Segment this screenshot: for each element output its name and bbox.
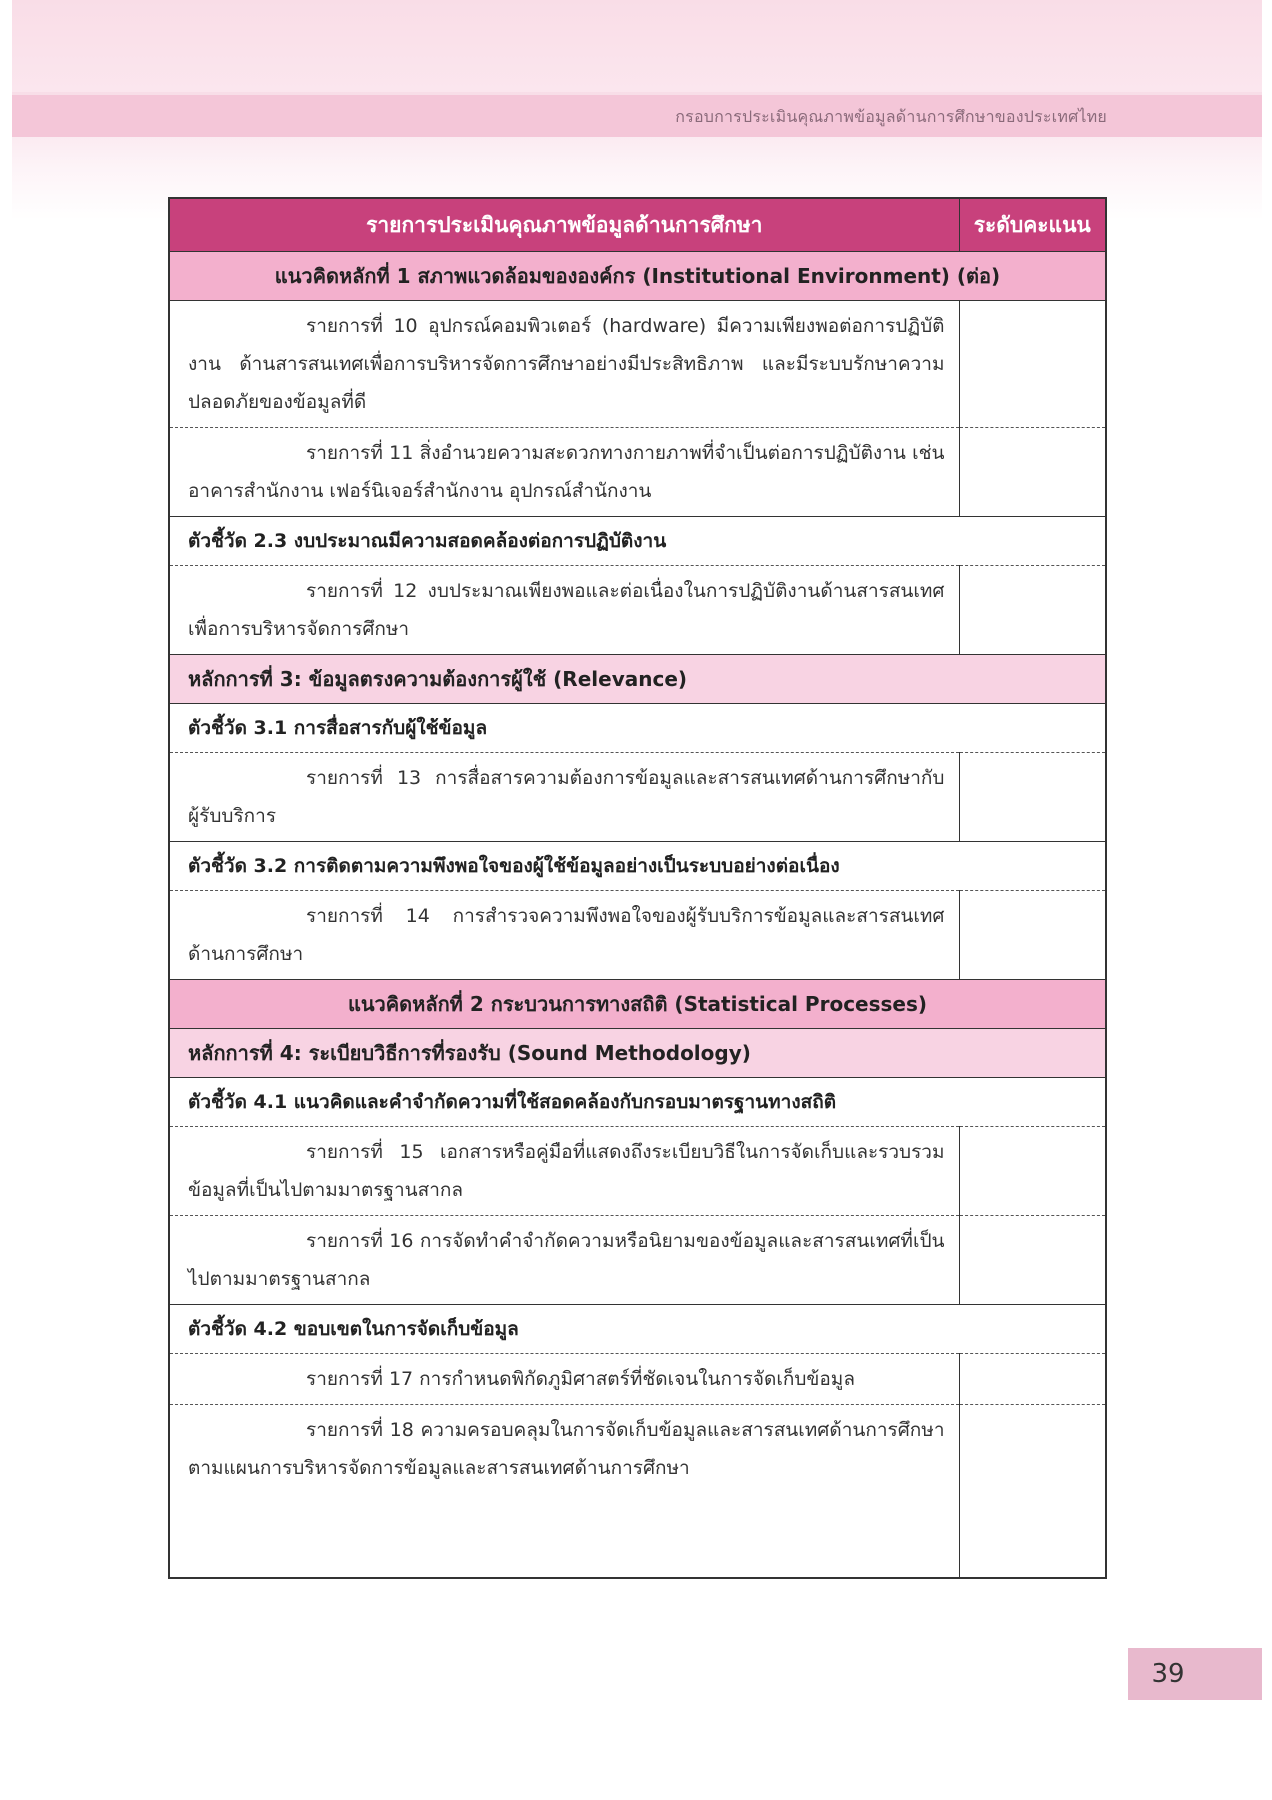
table-row [169, 1127, 1106, 1216]
item-17-score-cell[interactable] [959, 1354, 1106, 1405]
item-13-score-cell[interactable] [959, 753, 1106, 842]
item-15 [169, 1127, 959, 1216]
item-18-text: รายการที่ 18 ความครอบคลุมในการจัดเก็บข้อมูลและสารสนเทศด้านการศึกษา ตามแผนการบริหารจัดการข้อมูลและสารสนเทศด้านการศึกษา [188, 1419, 945, 1479]
item-11 [169, 428, 959, 517]
item-13-text: รายการที่ 13 การสื่อสารความต้องการข้อมูลและสารสนเทศด้านการศึกษากับผู้รับบริการ [188, 767, 945, 827]
header-top-tint [12, 0, 1262, 92]
item-10-score-cell[interactable] [959, 301, 1106, 428]
item-13 [169, 753, 959, 842]
principle-3: หลักการที่ 3: ข้อมูลตรงความต้องการผู้ใช้ (Relevance) [169, 655, 1106, 704]
item-17-text: รายการที่ 17 การกำหนดพิกัดภูมิศาสตร์ที่ชัดเจนในการจัดเก็บข้อมูล [306, 1368, 855, 1390]
indicator-row [169, 517, 1106, 566]
item-11-score-cell[interactable] [959, 428, 1106, 517]
column-header-score: ระดับคะแนน [959, 198, 1106, 252]
item-10-text: รายการที่ 10 อุปกรณ์คอมพิวเตอร์ (hardware) มีความเพียงพอต่อการปฏิบัติงาน ด้านสารสนเทศเพื่อการบริหารจัดการศึกษาอย่างมีประสิทธิภาพ และมีระบบรักษาความปลอดภัยของข้อมูลที่ดี [188, 315, 945, 413]
indicator-3-1: ตัวชี้วัด 3.1 การสื่อสารกับผู้ใช้ข้อมูล [169, 704, 1106, 753]
item-15-score-cell[interactable] [959, 1127, 1106, 1216]
principle-4: หลักการที่ 4: ระเบียบวิธีการที่รองรับ (Sound Methodology) [169, 1029, 1106, 1078]
assessment-table [168, 197, 1107, 1579]
item-17 [169, 1354, 959, 1405]
indicator-row [169, 1078, 1106, 1127]
item-16-text: รายการที่ 16 การจัดทำคำจำกัดความหรือนิยามของข้อมูลและสารสนเทศที่เป็นไปตามมาตรฐานสากล [188, 1230, 945, 1290]
table-row [169, 428, 1106, 517]
concept-1-title: แนวคิดหลักที่ 1 สภาพแวดล้อมขององค์กร (Institutional Environment) (ต่อ) [169, 252, 1106, 301]
indicator-4-2: ตัวชี้วัด 4.2 ขอบเขตในการจัดเก็บข้อมูล [169, 1305, 1106, 1354]
item-12-text: รายการที่ 12 งบประมาณเพียงพอและต่อเนื่องในการปฏิบัติงานด้านสารสนเทศเพื่อการบริหารจัดการศึกษา [188, 580, 945, 640]
table-row [169, 566, 1106, 655]
principle-row [169, 655, 1106, 704]
concept-row [169, 252, 1106, 301]
item-14-text: รายการที่ 14 การสำรวจความพึงพอใจของผู้รับบริการข้อมูลและสารสนเทศด้านการศึกษา [188, 905, 945, 965]
indicator-row [169, 1305, 1106, 1354]
column-header-items: รายการประเมินคุณภาพข้อมูลด้านการศึกษา [169, 198, 959, 252]
table-row [169, 1354, 1106, 1405]
item-18 [169, 1405, 959, 1579]
item-15-text: รายการที่ 15 เอกสารหรือคู่มือที่แสดงถึงระเบียบวิธีในการจัดเก็บและรวบรวมข้อมูลที่เป็นไปตามมาตรฐานสากล [188, 1141, 945, 1201]
table-row [169, 891, 1106, 980]
item-16 [169, 1216, 959, 1305]
item-14 [169, 891, 959, 980]
table-row [169, 301, 1106, 428]
item-16-score-cell[interactable] [959, 1216, 1106, 1305]
page-number: 39 [1151, 1659, 1185, 1689]
item-18-score-cell[interactable] [959, 1405, 1106, 1579]
indicator-2-3: ตัวชี้วัด 2.3 งบประมาณมีความสอดคล้องต่อการปฏิบัติงาน [169, 517, 1106, 566]
item-11-text: รายการที่ 11 สิ่งอำนวยความสะดวกทางกายภาพที่จำเป็นต่อการปฏิบัติงาน เช่น อาคารสำนักงาน เฟอร์นิเจอร์สำนักงาน อุปกรณ์สำนักงาน [188, 442, 945, 502]
item-10 [169, 301, 959, 428]
running-header-title: กรอบการประเมินคุณภาพข้อมูลด้านการศึกษาของประเทศไทย [675, 107, 1107, 126]
table-row [169, 753, 1106, 842]
table-row [169, 1405, 1106, 1579]
item-12-score-cell[interactable] [959, 566, 1106, 655]
principle-row [169, 1029, 1106, 1078]
indicator-3-2: ตัวชี้วัด 3.2 การติดตามความพึงพอใจของผู้ใช้ข้อมูลอย่างเป็นระบบอย่างต่อเนื่อง [169, 842, 1106, 891]
item-14-score-cell[interactable] [959, 891, 1106, 980]
indicator-row [169, 842, 1106, 891]
concept-2-title: แนวคิดหลักที่ 2 กระบวนการทางสถิติ (Statistical Processes) [169, 980, 1106, 1029]
item-12 [169, 566, 959, 655]
table-header-row [169, 198, 1106, 252]
indicator-4-1: ตัวชี้วัด 4.1 แนวคิดและคำจำกัดความที่ใช้สอดคล้องกับกรอบมาตรฐานทางสถิติ [169, 1078, 1106, 1127]
table-row [169, 1216, 1106, 1305]
concept-row [169, 980, 1106, 1029]
indicator-row [169, 704, 1106, 753]
